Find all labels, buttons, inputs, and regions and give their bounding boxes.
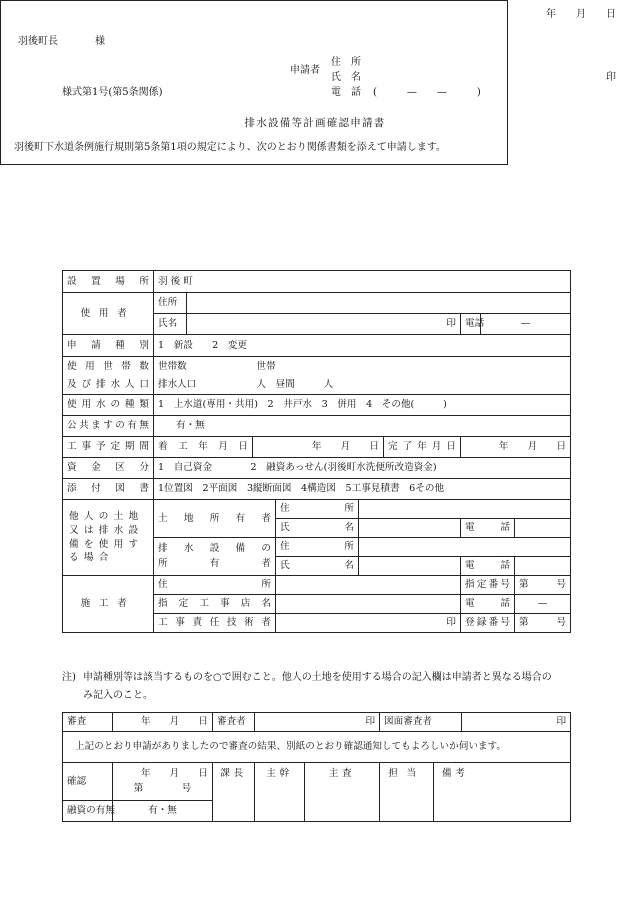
confirm-number[interactable]: 第 号 (133, 782, 192, 794)
drain-owner-label-1: 排水設備の (158, 543, 271, 555)
drain-owner-name-label: 氏 名 (276, 557, 359, 576)
chief-stamp-label: 課長 (220, 768, 247, 779)
household-label-2: 及び排水人口 (63, 376, 154, 395)
location-value[interactable]: 羽 後 町 (154, 271, 571, 293)
drain-owner-phone-label: 電 話 (461, 557, 515, 576)
household-count-label: 世帯数 (154, 357, 253, 376)
fund-value[interactable]: 1 自己資金 2 融資あっせん(羽後町水洗便所改造資金) (154, 458, 571, 479)
form-number: 様式第1号(第5条関係) (62, 87, 163, 98)
addressee: 羽後町長 (18, 36, 58, 47)
drain-owner-address-label: 住 所 (276, 538, 359, 557)
chief-engineer-label: 工事責任技術者 (154, 614, 276, 633)
user-name-label: 氏名 (154, 314, 187, 335)
user-address-label: 住所 (154, 293, 187, 314)
location-label: 設置場所 (63, 271, 154, 293)
review-label: 審査 (63, 713, 113, 732)
type-value[interactable]: 1 新設 2 変更 (154, 335, 571, 357)
review-table (62, 712, 571, 822)
contractor-address-field[interactable] (276, 576, 461, 595)
registration-number-label: 登録番号 (461, 614, 515, 633)
water-type-label: 使用水の種類 (63, 395, 154, 416)
registration-number-field[interactable]: 第 号 (515, 614, 571, 633)
public-basin-value[interactable]: 有・無 (154, 416, 571, 437)
attachment-value[interactable]: 1位置図 2平面図 3縦断面図 4構造図 5工事見積書 6その他 (154, 479, 571, 500)
user-phone-field[interactable]: — (481, 314, 571, 335)
reviewer-seal[interactable]: 印 (255, 713, 380, 732)
review-statement: 上記のとおり申請がありましたので審査の結果、別紙のとおり確認通知してもよろしいか伺います。 (63, 732, 571, 763)
remarks-label: 備考 (442, 768, 469, 779)
contractor-phone-field[interactable]: — (515, 595, 571, 614)
applicant-label: 申請者 (290, 65, 320, 76)
start-date-label: 着工年月日 (154, 437, 253, 458)
applicant-address-label: 住 所 (331, 57, 361, 68)
applicant-seal: 印 (606, 72, 616, 83)
contractor-phone-label: 電 話 (461, 595, 515, 614)
period-label: 工事予定期間 (63, 437, 154, 458)
senior-stamp-label: 主幹 (266, 768, 293, 779)
note-line-1: 申請種別等は該当するものを○で囲むこと。他人の土地を使用する場合の記入欄は申請者と異なる場合の (83, 672, 552, 683)
drain-owner-address-field[interactable] (359, 538, 571, 557)
application-header (0, 0, 616, 165)
contractor-address-label: 住 所 (154, 576, 276, 595)
land-owner-name-label: 氏 名 (276, 519, 359, 538)
user-phone-label: 電話 (461, 314, 481, 335)
land-owner-phone-label: 電 話 (461, 519, 515, 538)
drain-owner-label-2: 所有者 (158, 557, 271, 569)
user-seal[interactable]: 印 (187, 314, 461, 335)
designation-number-label: 指定番号 (461, 576, 515, 595)
contractor-label: 施工者 (80, 598, 136, 610)
other-land-label: 他人の土地又は排水設備を使用する場合 (63, 500, 154, 576)
end-date-label: 完了年月日 (384, 437, 461, 458)
loan-value[interactable]: 有・無 (113, 801, 213, 822)
reviewer-label: 審査者 (213, 713, 255, 732)
land-owner-name-field[interactable] (359, 519, 461, 538)
supervisor-stamp-label: 主査 (328, 768, 356, 779)
application-date[interactable]: 年 月 日 (546, 9, 616, 20)
land-owner-phone-field[interactable] (515, 519, 571, 538)
drawing-reviewer-seal[interactable]: 印 (462, 713, 571, 732)
drain-owner-name-field[interactable] (359, 557, 461, 576)
start-date-value[interactable]: 年 月 日 (253, 437, 384, 458)
honorific: 様 (95, 36, 105, 47)
document-title: 排水設備等計画確認申請書 (244, 117, 386, 129)
user-address-field[interactable] (187, 293, 571, 314)
chief-engineer-seal[interactable]: 印 (276, 614, 461, 633)
land-owner-label: 土地所有者 (154, 500, 276, 538)
note-mark: 注) (62, 672, 76, 683)
applicant-phone-field[interactable]: ( — — ) (373, 87, 481, 98)
public-basin-label: 公共ますの有無 (63, 416, 154, 437)
type-label: 申請種別 (63, 335, 154, 357)
confirm-label: 確認 (63, 763, 113, 801)
end-date-value[interactable]: 年 月 日 (461, 437, 571, 458)
drawing-reviewer-label: 図面審査者 (380, 713, 462, 732)
note-line-2: み記入のこと。 (83, 690, 153, 701)
water-type-value[interactable]: 1 上水道(専用・共用) 2 井戸水 3 併用 4 その他( ) (154, 395, 571, 416)
drain-population-label: 排水人口 (154, 376, 253, 395)
attachment-label: 添付図書 (63, 479, 154, 500)
applicant-phone-label: 電 話 (331, 87, 361, 98)
designated-shop-field[interactable] (276, 595, 461, 614)
designation-number-field[interactable]: 第 号 (515, 576, 571, 595)
designated-shop-label: 指定工事店名 (154, 595, 276, 614)
loan-label: 融資の有無 (63, 801, 113, 822)
user-label: 使用者 (80, 307, 136, 319)
land-owner-address-label: 住 所 (276, 500, 359, 519)
household-count-unit[interactable]: 世帯 (253, 357, 571, 376)
review-date[interactable]: 年 月 日 (113, 713, 213, 732)
applicant-name-label: 氏 名 (331, 72, 361, 83)
fund-label: 資金区分 (63, 458, 154, 479)
drain-population-value[interactable]: 人 昼間 人 (253, 376, 571, 395)
staff-stamp-label: 担当 (388, 768, 425, 779)
land-owner-address-field[interactable] (359, 500, 571, 519)
intro-text: 羽後町下水道条例施行規則第5条第1項の規定により、次のとおり関係書類を添えて申請します。 (14, 142, 446, 153)
household-label-1: 使用世帯数 (63, 357, 154, 376)
confirm-date[interactable]: 年 月 日 (140, 768, 208, 780)
drain-owner-phone-field[interactable] (515, 557, 571, 576)
application-table (62, 270, 571, 633)
